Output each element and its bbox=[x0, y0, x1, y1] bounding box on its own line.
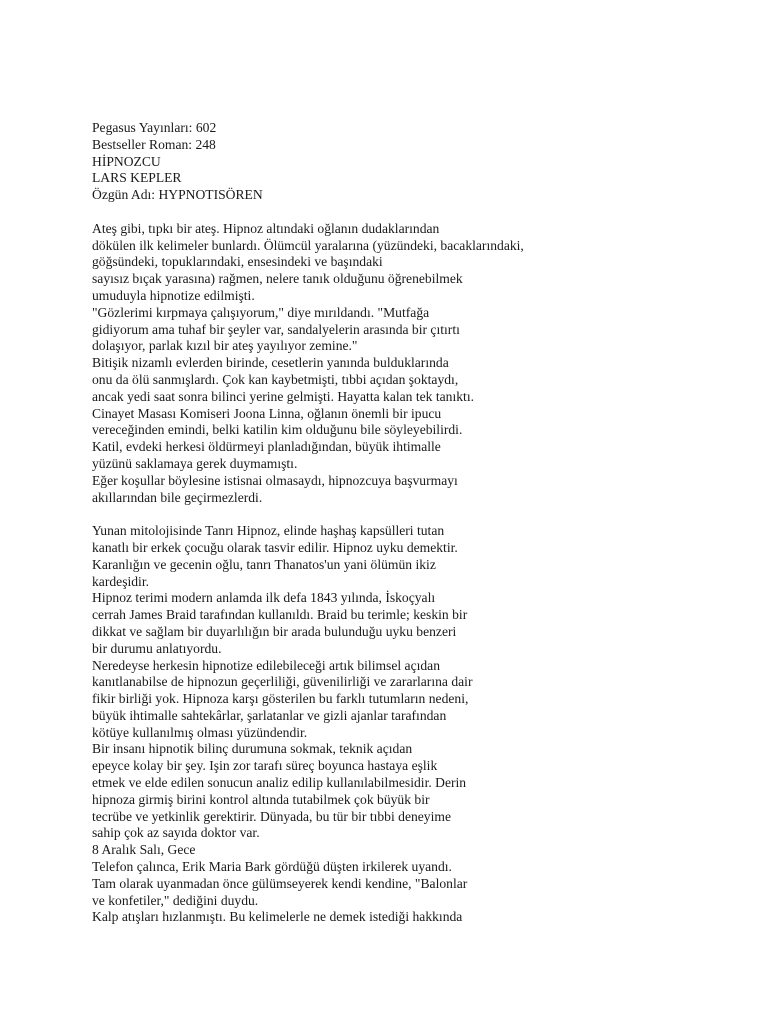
text-line: Cinayet Masası Komiseri Joona Linna, oğlanın önemli bir ipucu bbox=[92, 405, 442, 421]
text-line: vereceğinden emindi, belki katilin kim olduğunu bile söyleyebilirdi. bbox=[92, 422, 463, 438]
paragraph-gap bbox=[92, 506, 732, 523]
book-title: HİPNOZCU bbox=[92, 153, 161, 169]
text-line: Telefon çalınca, Erik Maria Bark gördüğü düşten irkilerek uyandı. bbox=[92, 859, 452, 875]
paragraph-1 bbox=[92, 221, 732, 507]
chapter-heading: 8 Aralık Salı, Gece bbox=[92, 842, 196, 858]
text-line: Tam olarak uyanmadan önce gülümseyerek kendi kendine, "Balonlar bbox=[92, 875, 468, 891]
text-line: dikkat ve sağlam bir duyarlılığın bir arada bulunduğu uyku benzeri bbox=[92, 623, 457, 639]
text-line: Hipnoz terimi modern anlamda ilk defa 1843 yılında, İskoçyalı bbox=[92, 590, 436, 606]
text-line: cerrah James Braid tarafından kullanıldı. Braid bu terimle; keskin bir bbox=[92, 607, 468, 623]
text-line: Yunan mitolojisinde Tanrı Hipnoz, elinde haşhaş kapsülleri tutan bbox=[92, 523, 445, 539]
text-line: Bir insanı hipnotik bilinç durumuna sokmak, teknik açıdan bbox=[92, 741, 413, 757]
text-line: "Gözlerimi kırpmaya çalışıyorum," diye mırıldandı. "Mutfağa bbox=[92, 304, 430, 320]
text-line: tecrübe ve yetkinlik gerektirir. Dünyada, bu tür bir tıbbi deneyime bbox=[92, 808, 451, 824]
text-line: bir durumu anlatıyordu. bbox=[92, 640, 222, 656]
text-line: kötüye kullanılmış olması yüzündendir. bbox=[92, 724, 308, 740]
series-line: Bestseller Roman: 248 bbox=[92, 136, 216, 152]
text-line: ve konfetiler," dediğini duydu. bbox=[92, 892, 259, 908]
text-line: Karanlığın ve gecenin oğlu, tanrı Thanatos'un yani ölümün ikiz bbox=[92, 556, 436, 572]
header-block bbox=[92, 120, 732, 204]
text-line: gidiyorum ama tuhaf bir şeyler var, sandalyelerin arasında bir çıtırtı bbox=[92, 321, 460, 337]
text-line: Bitişik nizamlı evlerden birinde, cesetlerin yanında bulduklarında bbox=[92, 355, 449, 371]
author-name: LARS KEPLER bbox=[92, 170, 182, 186]
text-line: akıllarından bile geçirmezlerdi. bbox=[92, 489, 263, 505]
text-line: göğsündeki, topuklarındaki, ensesindeki ve başındaki bbox=[92, 254, 383, 270]
paragraph-2 bbox=[92, 523, 732, 926]
text-line: umuduyla hipnotize edilmişti. bbox=[92, 287, 255, 303]
text-line: epeyce kolay bir şey. Işin zor tarafı süreç boyunca hastaya eşlik bbox=[92, 758, 438, 774]
document-page bbox=[92, 120, 732, 926]
text-line: Katil, evdeki herkesi öldürmeyi planladığından, büyük ihtimalle bbox=[92, 439, 441, 455]
text-line: yüzünü saklamaya gerek duymamıştı. bbox=[92, 455, 298, 471]
text-line: fikir birliği yok. Hipnoza karşı gösterilen bu farklı tutumların nedeni, bbox=[92, 691, 469, 707]
text-line: sayısız bıçak yarasına) rağmen, nelere tanık olduğunu öğrenebilmek bbox=[92, 271, 463, 287]
paragraph-gap bbox=[92, 204, 732, 221]
text-line: ancak yedi saat sonra bilinci yerine gelmişti. Hayatta kalan tek tanıktı. bbox=[92, 388, 475, 404]
text-line: kanatlı bir erkek çocuğu olarak tasvir edilir. Hipnoz uyku demektir. bbox=[92, 539, 458, 555]
text-line: kardeşidir. bbox=[92, 573, 150, 589]
text-line: Kalp atışları hızlanmıştı. Bu kelimelerle ne demek istediği hakkında bbox=[92, 909, 463, 925]
text-line: Eğer koşullar böylesine istisnai olmasaydı, hipnozcuya başvurmayı bbox=[92, 472, 458, 488]
text-line: Ateş gibi, tıpkı bir ateş. Hipnoz altındaki oğlanın dudaklarından bbox=[92, 220, 440, 236]
text-line: Neredeyse herkesin hipnotize edilebileceği artık bilimsel açıdan bbox=[92, 657, 441, 673]
publisher-line: Pegasus Yayınları: 602 bbox=[92, 120, 217, 135]
text-line: etmek ve elde edilen sonucun analiz edilip kullanılabilmesidir. Derin bbox=[92, 775, 467, 791]
text-line: kanıtlanabilse de hipnozun geçerliliği, güvenilirliği ve zararlarına dair bbox=[92, 674, 473, 690]
text-line: hipnoza girmiş birini kontrol altında tutabilmek çok büyük bir bbox=[92, 791, 430, 807]
text-line: sahip çok az sayıda doktor var. bbox=[92, 825, 260, 841]
text-line: dolaşıyor, parlak kızıl bir ateş yayılıyor zemine." bbox=[92, 338, 358, 354]
text-line: büyük ihtimalle sahtekârlar, şarlatanlar ve gizli ajanlar tarafından bbox=[92, 707, 447, 723]
text-line: onu da ölü sanmışlardı. Çok kan kaybetmişti, tıbbi açıdan şoktaydı, bbox=[92, 371, 459, 387]
original-title: Özgün Adı: HYPNOTISÖREN bbox=[92, 187, 263, 203]
text-line: dökülen ilk kelimeler bunlardı. Ölümcül yaralarına (yüzündeki, bacaklarındaki, bbox=[92, 237, 524, 253]
